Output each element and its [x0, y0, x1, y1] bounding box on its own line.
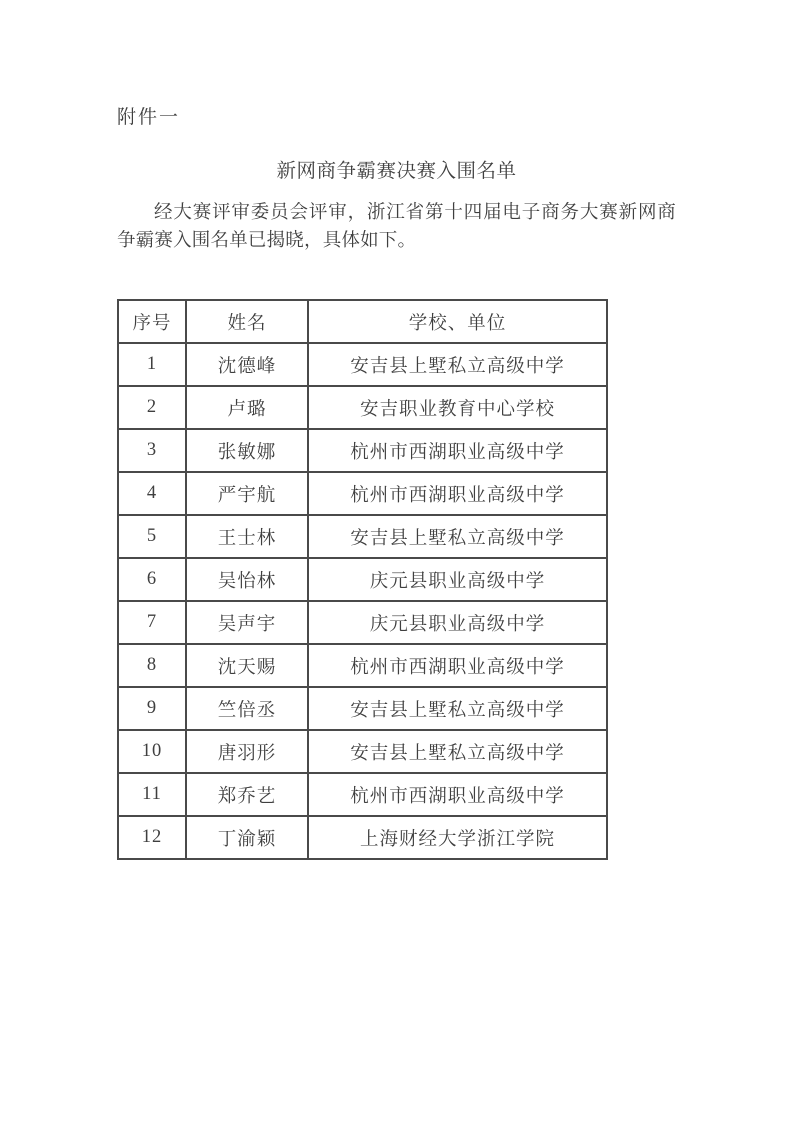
school-cell: 庆元县职业高级中学 — [308, 558, 607, 601]
school-cell: 庆元县职业高级中学 — [308, 601, 607, 644]
table-row — [118, 558, 607, 601]
school-cell: 安吉职业教育中心学校 — [308, 386, 607, 429]
name-cell: 丁渝颖 — [186, 816, 308, 859]
name-cell: 沈德峰 — [186, 343, 308, 386]
table-row — [118, 773, 607, 816]
roster-table-body — [118, 343, 607, 859]
school-cell: 安吉县上墅私立高级中学 — [308, 730, 607, 773]
attachment-label: 附件一 — [117, 107, 181, 128]
name-cell: 严宇航 — [186, 472, 308, 515]
row-number-cell: 2 — [118, 386, 186, 429]
header-cell-school: 学校、单位 — [308, 300, 607, 343]
table-header — [118, 300, 607, 343]
name-cell: 吴怡林 — [186, 558, 308, 601]
table-row — [118, 429, 607, 472]
school-cell: 杭州市西湖职业高级中学 — [308, 429, 607, 472]
name-cell: 沈天赐 — [186, 644, 308, 687]
row-number-cell: 9 — [118, 687, 186, 730]
row-number-cell: 5 — [118, 515, 186, 558]
table-row — [118, 816, 607, 859]
school-cell: 杭州市西湖职业高级中学 — [308, 644, 607, 687]
row-number-cell: 4 — [118, 472, 186, 515]
school-cell: 安吉县上墅私立高级中学 — [308, 687, 607, 730]
header-cell-name: 姓名 — [186, 300, 308, 343]
name-cell: 王士林 — [186, 515, 308, 558]
row-number-cell: 7 — [118, 601, 186, 644]
row-number-cell: 11 — [118, 773, 186, 816]
header-cell-no: 序号 — [118, 300, 186, 343]
row-number-cell: 10 — [118, 730, 186, 773]
row-number-cell: 1 — [118, 343, 186, 386]
row-number-cell: 8 — [118, 644, 186, 687]
name-cell: 郑乔艺 — [186, 773, 308, 816]
header-row — [118, 300, 607, 343]
name-cell: 唐羽形 — [186, 730, 308, 773]
table-row — [118, 687, 607, 730]
table-row — [118, 644, 607, 687]
name-cell: 卢璐 — [186, 386, 308, 429]
name-cell: 竺倍丞 — [186, 687, 308, 730]
row-number-cell: 6 — [118, 558, 186, 601]
table-row — [118, 386, 607, 429]
school-cell: 安吉县上墅私立高级中学 — [308, 515, 607, 558]
school-cell: 安吉县上墅私立高级中学 — [308, 343, 607, 386]
table-row — [118, 343, 607, 386]
name-cell: 张敏娜 — [186, 429, 308, 472]
table-row — [118, 515, 607, 558]
table-row — [118, 472, 607, 515]
table-row — [118, 730, 607, 773]
school-cell: 上海财经大学浙江学院 — [308, 816, 607, 859]
finalist-table — [117, 299, 608, 860]
row-number-cell: 3 — [118, 429, 186, 472]
school-cell: 杭州市西湖职业高级中学 — [308, 773, 607, 816]
intro-paragraph: 经大赛评审委员会评审，浙江省第十四届电子商务大赛新网商争霸赛入围名单已揭晓，具体如下。 — [117, 203, 676, 251]
school-cell: 杭州市西湖职业高级中学 — [308, 472, 607, 515]
page-title: 新网商争霸赛决赛入围名单 — [276, 161, 517, 182]
row-number-cell: 12 — [118, 816, 186, 859]
name-cell: 吴声宇 — [186, 601, 308, 644]
table-row — [118, 601, 607, 644]
